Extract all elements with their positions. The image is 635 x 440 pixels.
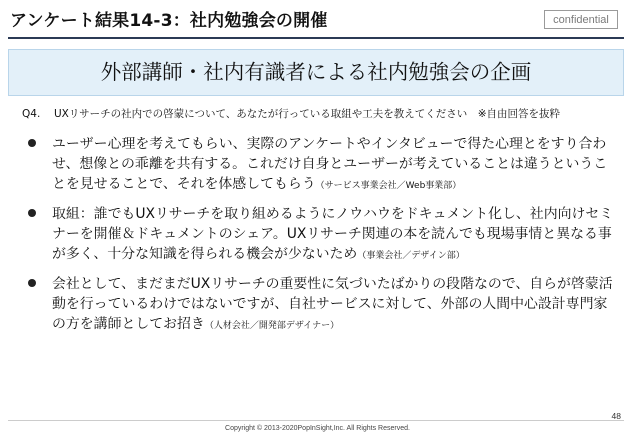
page-number: 48 [611, 411, 621, 421]
footer-divider [8, 420, 624, 421]
list-item [28, 204, 618, 266]
page-title: アンケート結果14-3：社内勉強会の開催 [10, 11, 328, 31]
answer-source: （サービス事業会社／Web事業部） [315, 181, 462, 191]
answer-text: ユーザー心理を考えてもらい、実際のアンケートやインタビューで得た心理とをすり合わせ、想像との乖離を共有する。これだけ自身とユーザーが考えていることは違うということを見せることで、それを体感してもらう [52, 136, 608, 192]
answer-list [28, 134, 618, 344]
list-item [28, 134, 618, 196]
answer-source: （事業会社／デザイン部） [357, 251, 465, 261]
list-item [28, 274, 618, 336]
subtitle-banner: 外部講師・社内有識者による社内勉強会の企画 [8, 49, 624, 96]
bullet-icon [28, 209, 36, 217]
question-text: UXリサーチの社内での啓蒙について、あなたが行っている取組や工夫を教えてください ※自由回答を抜粋 [54, 108, 561, 120]
answer-text: 取組：誰でもUXリサーチを取り組めるようにノウハウをドキュメント化し、社内向けセミナーを開催＆ドキュメントのシェア。UXリサーチ関連の本を読んでも現場事情と異なる事が多く、十分な知識を得られる機会が少ないため [52, 206, 614, 262]
answer-text: 会社として、まだまだUXリサーチの重要性に気づいたばかりの段階なので、自らが啓蒙活動を行っているわけではないですが、自社サービスに対して、外部の人間中心設計専門家の方を講師としてお招き [52, 276, 613, 332]
survey-question [22, 106, 622, 121]
confidential-tag: confidential [544, 10, 618, 29]
title-divider [8, 37, 624, 39]
bullet-icon [28, 139, 36, 147]
question-number: Q4. [22, 108, 41, 120]
bullet-icon [28, 279, 36, 287]
copyright-notice: Copyright © 2013-2020PopInSight,Inc. All Rights Reserved. [225, 425, 410, 432]
answer-source: （人材会社／開発部デザイナー） [204, 321, 340, 331]
